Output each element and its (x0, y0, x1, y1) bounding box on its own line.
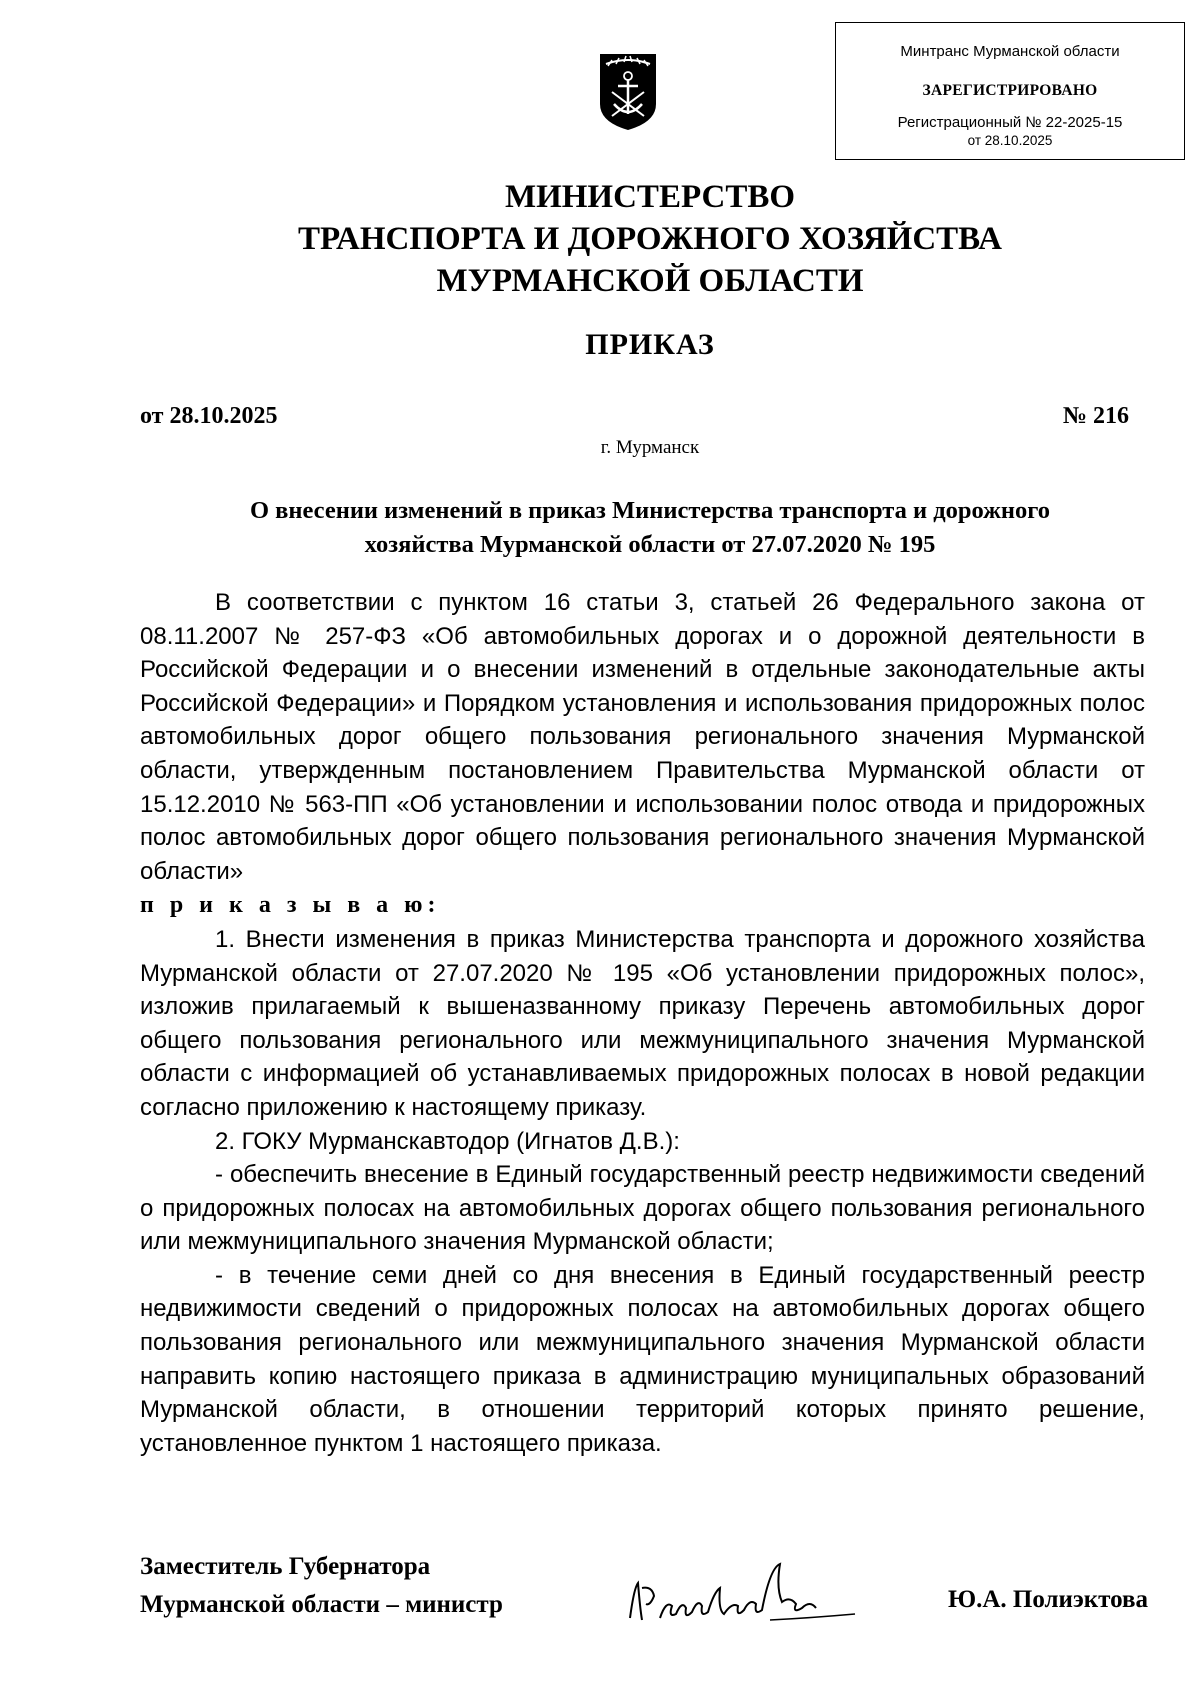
subject-line-2: хозяйства Мурманской области от 27.07.2020 № 195 (364, 531, 936, 558)
order-city: г. Мурманск (600, 437, 700, 458)
coat-of-arms-emblem (598, 52, 658, 132)
signatory-title (140, 1548, 503, 1624)
registration-stamp (835, 22, 1185, 160)
item-2a-paragraph: - обеспечить внесение в Единый государственный реестр недвижимости сведений о придорожных полосах на автомобильных дорогах общего пользования регионального или межмуниципального значения Мурманской области; (140, 1161, 1145, 1256)
item-1-paragraph: 1. Внести изменения в приказ Министерства транспорта и дорожного хозяйства Мурманской области от 27.07.2020 № 195 «Об установлении придорожных полос», изложив прилагаемый к вышеназванному приказу Перечень автомобильных дорог общего пользования регионального или межмуниципального значения Мурманской области с информацией об устанавливаемых придорожных полосах в новой редакции согласно приложению к настоящему приказу. (140, 925, 1145, 1121)
subject-line-1: О внесении изменений в приказ Министерства транспорта и дорожного (249, 497, 1051, 524)
order-word-paragraph (140, 888, 1145, 923)
ministry-line-1: МИНИСТЕРСТВО (504, 179, 796, 215)
item-2b-paragraph: - в течение семи дней со дня внесения в Единый государственный реестр недвижимости сведений о придорожных полосах на автомобильных дорогах общего пользования регионального или межмуниципального значения Мурманской области направить копию настоящего приказа в администрацию муниципальных образований Мурманской области, в отношении территорий которых принято решение, установленное пунктом 1 настоящего приказа. (140, 1261, 1145, 1457)
order-subject (140, 494, 1160, 562)
signatory-title-line-1: Заместитель Губернатора (140, 1553, 431, 1580)
ministry-heading (140, 176, 1160, 302)
order-number: № 216 (1062, 403, 1129, 429)
order-body (140, 586, 1145, 1460)
handwritten-signature (620, 1548, 870, 1638)
stamp-reg-number: Регистрационный № 22-2025-15 (897, 114, 1123, 131)
item-2-paragraph: 2. ГОКУ Мурманскавтодор (Игнатов Д.В.): (215, 1127, 680, 1155)
document-type: ПРИКАЗ (585, 328, 715, 361)
stamp-org: Минтранс Мурманской области (900, 43, 1120, 60)
ministry-line-2: ТРАНСПОРТА И ДОРОЖНОГО ХОЗЯЙСТВА (298, 221, 1002, 257)
signatory-title-line-2: Мурманской области – министр (140, 1591, 503, 1618)
order-date: от 28.10.2025 (140, 403, 278, 429)
signatory-name: Ю.А. Полиэктова (947, 1586, 1148, 1613)
ministry-line-3: МУРМАНСКОЙ ОБЛАСТИ (436, 263, 864, 299)
preamble-paragraph: В соответствии с пунктом 16 статьи 3, статьей 26 Федерального закона от 08.11.2007 № 257-ФЗ «Об автомобильных дорогах и о дорожной деятельности в Российской Федерации и о внесении изменений в отдельные законодательные акты Российской Федерации» и Порядком установления и использования придорожных полос автомобильных дорог общего пользования регионального значения Мурманской области, утвержденным постановлением Правительства Мурманской области от 15.12.2010 № 563-ПП «Об установлении и использовании полос отвода и придорожных полос автомобильных дорог общего пользования регионального значения Мурманской области» (140, 589, 1145, 885)
stamp-reg-date: от 28.10.2025 (967, 133, 1053, 148)
order-word: п р и к а з ы в а ю: (140, 892, 441, 919)
stamp-status: ЗАРЕГИСТРИРОВАНО (922, 82, 1098, 99)
